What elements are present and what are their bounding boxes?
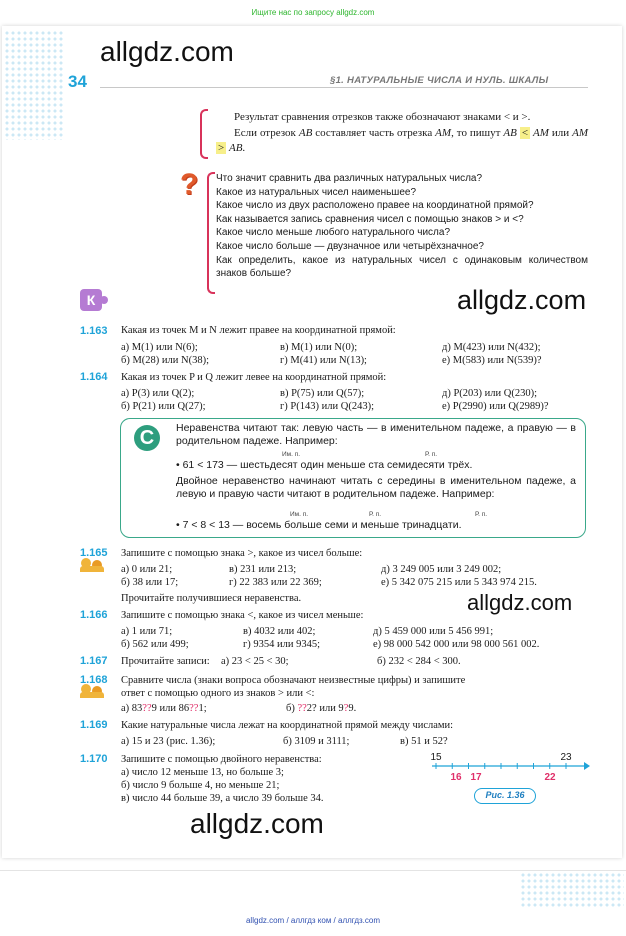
text: составляет часть отрезка [312,126,436,139]
watermark: allgdz.com [190,808,324,839]
question-mark-icon: ? [180,168,199,201]
exercise-option: б) P(21) или Q(27); [121,401,206,412]
exercise-text: Какие натуральные числа лежат на координатной прямой между числами: [121,720,454,731]
exercise-option: е) 98 000 542 000 или 98 000 561 002. [373,639,540,650]
questions-list [216,172,588,281]
rule-example: • 61 < 173 — шестьдесят один меньше ста семидесяти трёх. [176,459,473,471]
running-head: §1. НАТУРАЛЬНЫЕ ЧИСЛА И НУЛЬ. ШКАЛЫ [330,75,549,86]
question-item: Что значит сравнить два различных натуральных числа? [216,173,483,184]
exercise-number: 1.170 [80,753,108,765]
rule-paragraph [216,126,588,157]
exercise-option: г) M(41) или N(13); [280,355,367,366]
unknown-digits: ?? [297,703,307,714]
case-label: Р. п. [425,451,438,458]
exercise-option: д) P(203) или Q(230); [442,388,538,399]
decorative-dots [4,30,64,140]
question-item: Как называется запись сравнения чисел с помощью знаков > и <? [216,213,524,225]
exercise-option: а) 23 < 25 < 30; [221,656,289,667]
highlighted-sign: < [521,126,529,139]
exercise-option [121,703,207,714]
exercise-option: б) число 9 больше 4, но меньше 21; [121,780,280,791]
case-label: Им. п. [290,511,309,518]
puzzle-k-icon: К [80,289,102,311]
question-item: Какое число меньше любого натурального числа? [216,227,450,239]
question-item: Какое число из двух расположено правее на координатной прямой? [216,200,534,212]
exercise-option: б) M(28) или N(38); [121,355,210,366]
math: AM [533,126,549,139]
math: AM [572,126,589,139]
exercise-text: Прочитайте записи: [121,656,210,667]
number-line-figure [424,750,590,786]
exercise-number: 1.167 [80,655,108,667]
top-banner[interactable]: Ищите нас по запросу allgdz.com [251,8,375,17]
exercise-option [286,703,356,714]
exercise-option: д) 5 459 000 или 5 456 991; [373,626,494,637]
exercise-option: в) 51 и 52? [400,736,448,747]
exercise-option: в) P(75) или Q(57); [280,388,365,399]
watermark: allgdz.com [457,285,587,315]
text: 2? или 9 [306,703,344,714]
exercise-option: е) M(583) или N(539)? [442,355,542,366]
exercise-option: в) M(1) или N(0); [280,342,358,353]
exercise-option: г) 9354 или 9345; [243,639,321,650]
math: AM [435,126,452,139]
exercise-text: Прочитайте получившиеся неравенства. [121,593,302,604]
case-label: Им. п. [282,451,301,458]
tick-label-22: 22 [544,772,556,783]
exercise-option: б) 38 или 17; [121,577,179,588]
exercise-option: а) 0 или 21; [121,564,173,575]
unknown-digits: ? [343,703,349,714]
text: б) [286,703,298,714]
question-item: Какое число больше — двузначное или четырёхзначное? [216,240,484,252]
exercise-number: 1.164 [80,371,108,383]
case-label: Р. п. [369,511,382,518]
text: Если отрезок [234,126,299,139]
pair-work-icon [80,558,106,572]
exercise-number: 1.163 [80,325,108,337]
exercise-number: 1.165 [80,547,108,559]
math: AB [228,142,243,154]
reading-rule-icon: С [134,425,160,451]
exercise-option: д) M(423) или N(432); [442,342,541,353]
exercise-option: в) 4032 или 402; [243,626,316,637]
rule-text: Неравенства читают так: левую часть — в именительном падеже, а правую — в родительном падеже. Например: [176,422,576,448]
text: или [548,126,573,139]
exercise-option: б) 3109 и 3111; [283,736,350,747]
tick-label-17: 17 [470,772,482,783]
tick-label-16: 16 [450,772,462,783]
exercise-option: б) 232 < 284 < 300. [377,656,461,667]
decorative-dots [520,872,624,908]
highlighted-sign: > [218,142,225,154]
header-rule [100,87,588,88]
axis-arrow [584,762,590,770]
exercise-option: г) P(143) или Q(243); [280,401,374,412]
rule-box [216,110,588,157]
page-number: 34 [68,72,87,91]
case-label: Р. п. [475,511,488,518]
math: AB [503,126,517,139]
exercise-text: Какая из точек P и Q лежит левее на координатной прямой: [121,372,387,383]
exercise-number: 1.166 [80,609,108,621]
text: а) 83 [121,703,143,714]
exercise-option: а) P(3) или Q(2); [121,388,195,399]
exercise-text: Запишите с помощью знака >, какое из чисел больше: [121,548,363,559]
exercise-option: а) 15 и 23 (рис. 1.36); [121,736,216,747]
exercise-option: а) M(1) или N(6); [121,342,198,353]
rule-text: Двойное неравенство начинают читать с середины в именительном падеже, а левую и правую части читают в родительном падеже. Например: [176,475,576,501]
exercise-option: в) число 44 больше 39, а число 39 больше 34. [121,793,324,804]
math: AB [298,126,313,139]
exercise-option: б) 562 или 499; [121,639,189,650]
exercise-option: е) 5 342 075 215 или 5 343 974 215. [381,577,537,588]
exercise-text: Сравните числа (знаки вопроса обозначают неизвестные цифры) и запишите [121,675,466,686]
exercise-option: в) 231 или 213; [229,564,297,575]
unknown-digits: ?? [142,703,152,714]
rule-example: • 7 < 8 < 13 — восемь больше семи и меньше тринадцати. [176,519,462,531]
rule-box-bracket [200,109,208,159]
figure-caption: Рис. 1.36 [474,788,536,804]
watermark: allgdz.com [467,590,573,615]
exercise-number: 1.168 [80,674,108,686]
exercise-option: г) 22 383 или 22 369; [229,577,322,588]
exercise-text: Запишите с помощью двойного неравенства: [121,754,322,765]
question-item: Как определить, какое из натуральных чисел с одинаковым количеством знаков больше? [216,254,588,280]
question-item: Какое из натуральных чисел наименьшее? [216,186,417,198]
exercise-number: 1.169 [80,719,108,731]
exercise-option: а) число 12 меньше 13, но больше 3; [121,767,284,778]
text: 9. [348,703,357,714]
unknown-digits: ?? [189,703,199,714]
exercise-option: д) 3 249 005 или 3 249 002; [381,564,502,575]
exercise-text: Запишите с помощью знака <, какое из чисел меньше: [121,610,364,621]
exercise-option: а) 1 или 71; [121,626,173,637]
text: . [242,142,246,154]
text: , то пишут [451,126,504,139]
tick-label-23: 23 [560,752,572,763]
rule-paragraph: Результат сравнения отрезков также обозначают знаками < и >. [234,111,531,123]
questions-bracket [207,172,215,294]
text: 1; [198,703,207,714]
tick-label-15: 15 [430,752,442,763]
exercise-text: ответ с помощью одного из знаков > или <: [121,688,315,699]
exercise-text: Какая из точек M и N лежит правее на координатной прямой: [121,325,396,336]
pair-work-icon [80,684,106,698]
watermark: allgdz.com [100,36,234,67]
exercise-option: е) P(2990) или Q(2989)? [442,401,549,412]
bottom-banner[interactable]: allgdz.com / аллгдз ком / аллгдз.com [245,916,381,925]
text: 9 или 86 [151,703,190,714]
